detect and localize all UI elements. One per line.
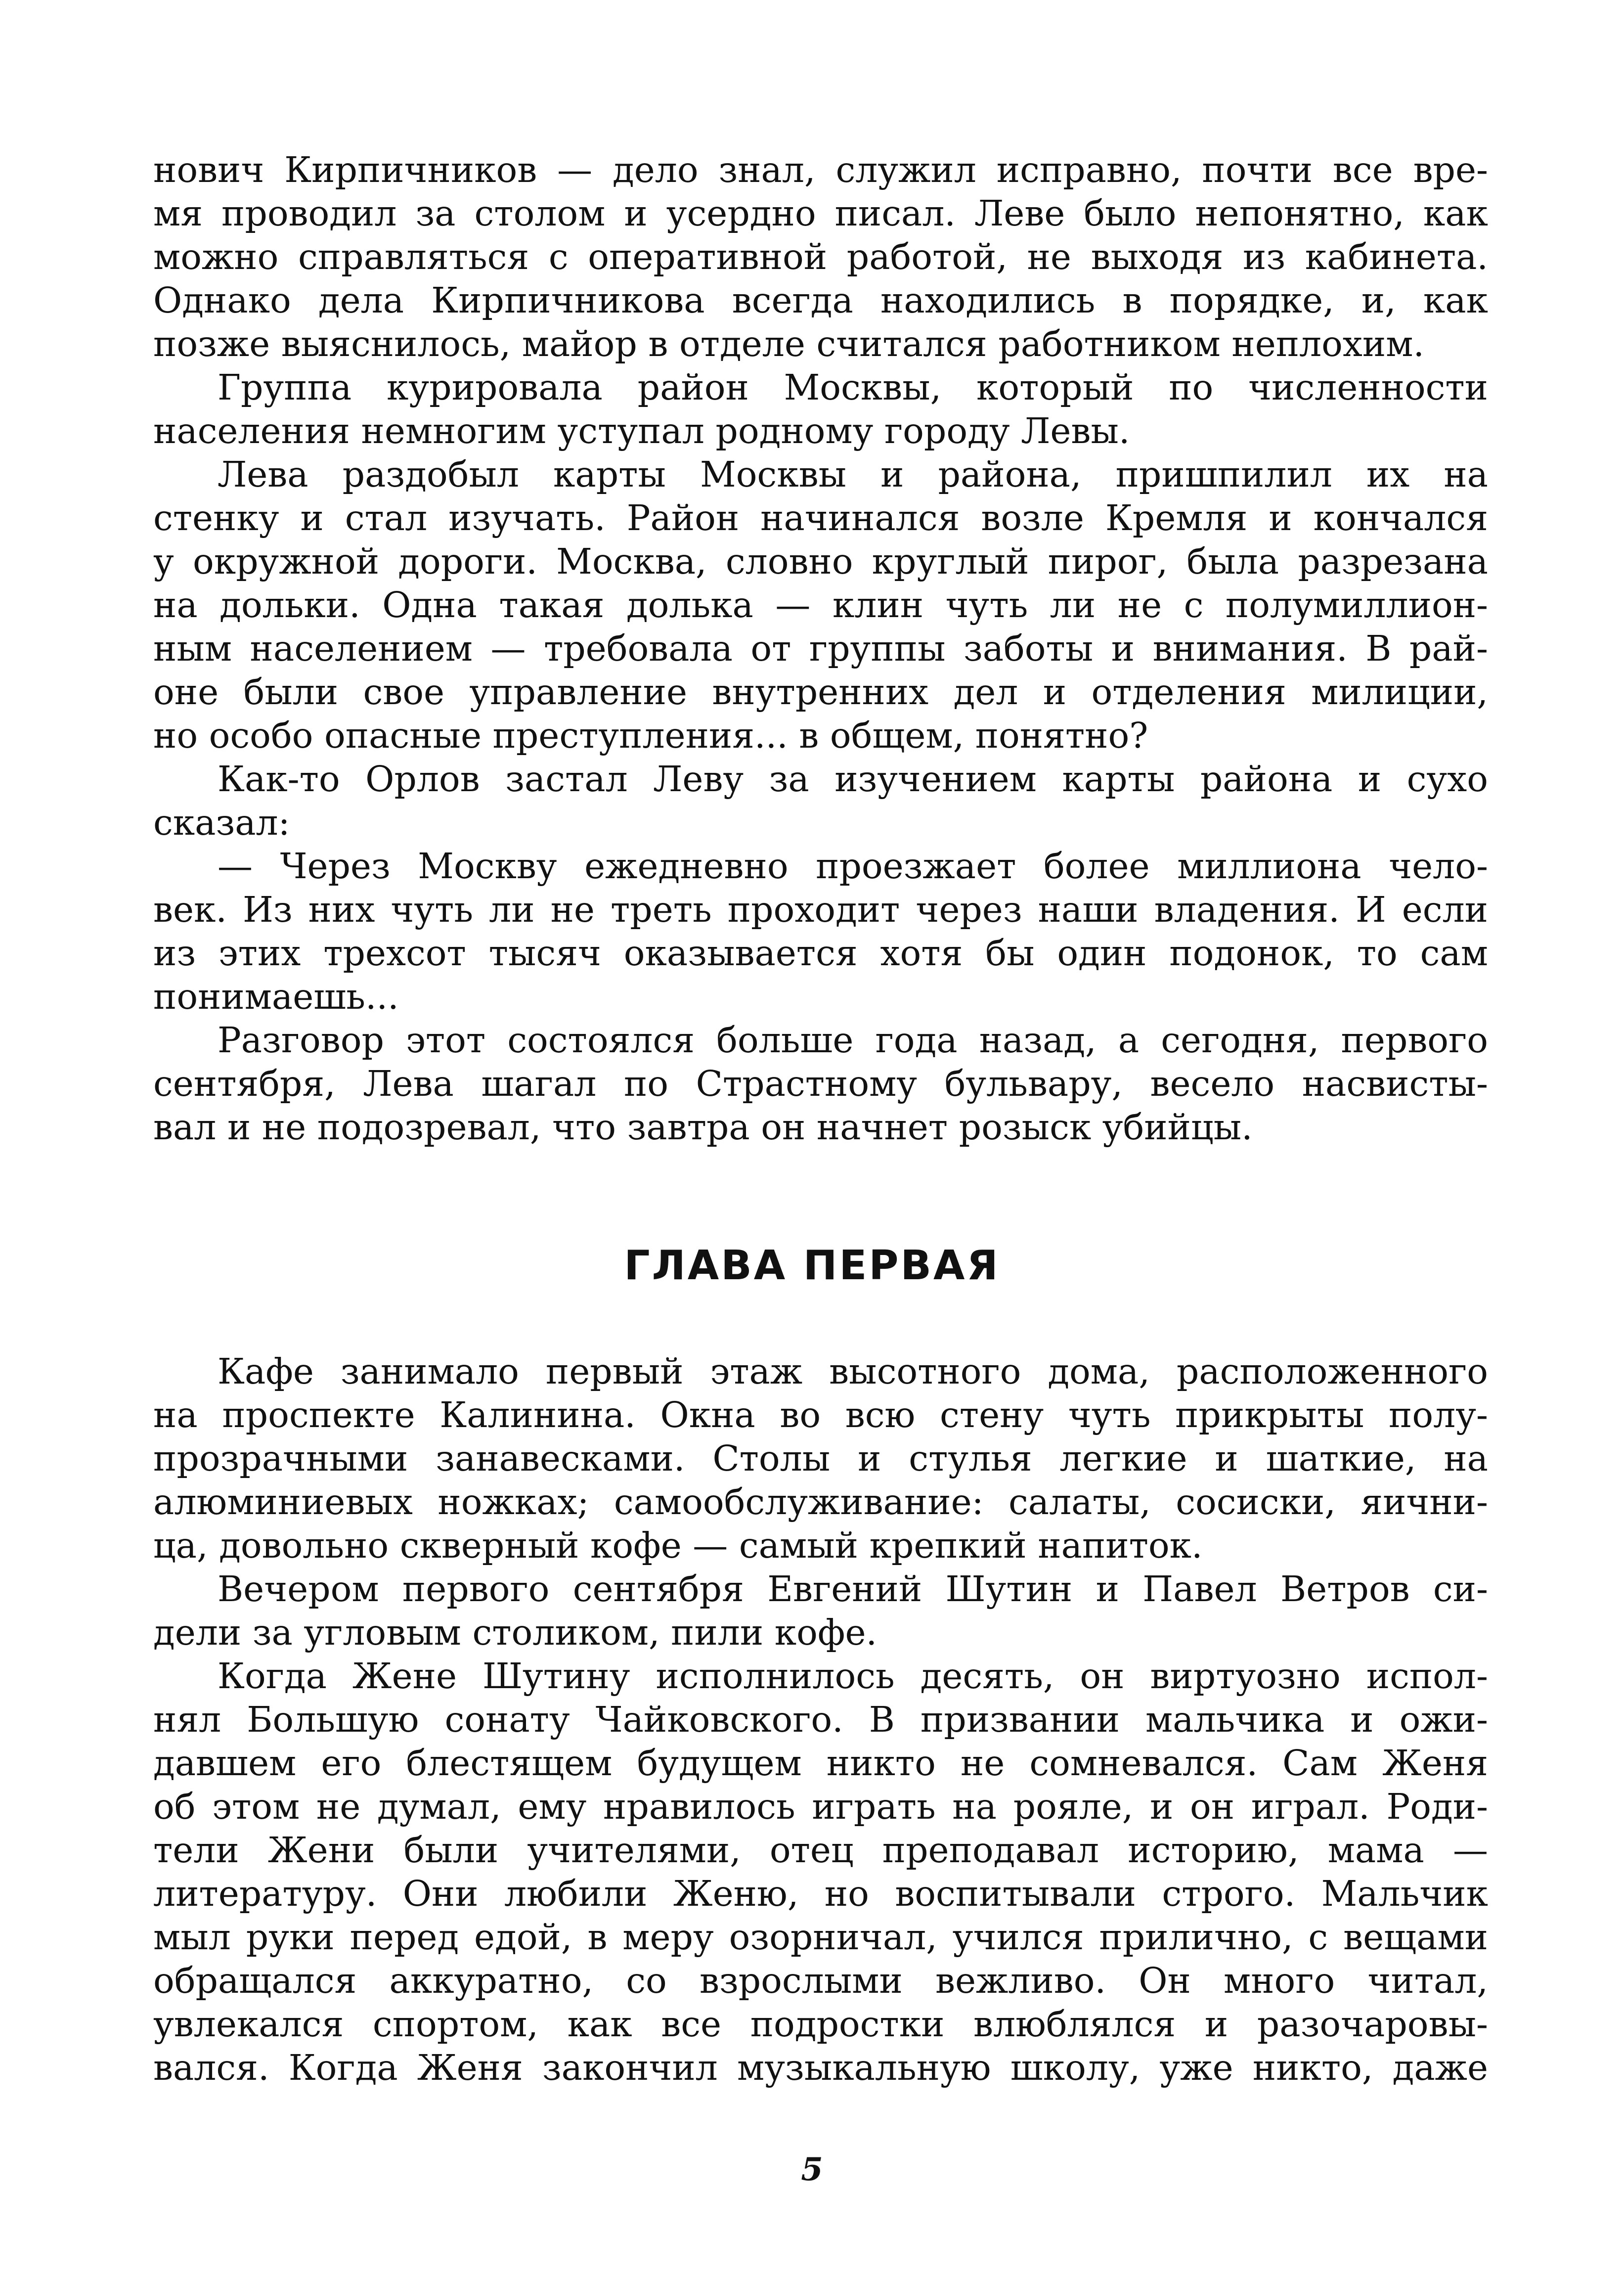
text-line: можно справляться с оперативной работой, не выходя из кабинета.	[153, 236, 1488, 277]
text-line: понимаешь...	[153, 976, 399, 1017]
text-line: алюминиевых ножках; самообслуживание: салаты, сосиски, яични-	[153, 1481, 1488, 1523]
text-line: об этом не думал, ему нравилось играть на рояле, и он играл. Роди-	[153, 1786, 1488, 1827]
text-line: сказал:	[153, 802, 290, 843]
text-line: на дольки. Одна такая долька — клин чуть ли не с полумиллион-	[153, 584, 1488, 626]
text-line: но особо опасные преступления... в общем, понятно?	[153, 715, 1148, 756]
text-line: вал и не подозревал, что завтра он начнет розыск убийцы.	[153, 1107, 1253, 1148]
text-line: увлекался спортом, как все подростки влюблялся и разочаровы-	[153, 2004, 1488, 2045]
text-line: позже выяснилось, майор в отделе считался работником неплохим.	[153, 323, 1425, 364]
text-line: дели за угловым столиком, пили кофе.	[153, 1612, 878, 1653]
text-line: литературу. Они любили Женю, но воспитывали строго. Мальчик	[153, 1873, 1488, 1914]
text-line: мя проводил за столом и усердно писал. Леве было непонятно, как	[153, 193, 1488, 234]
text-line: давшем его блестящем будущем никто не сомневался. Сам Женя	[153, 1743, 1488, 1784]
text-line: ным населением — требовала от группы заботы и внимания. В рай-	[153, 628, 1488, 669]
text-line: ца, довольно скверный кофе — самый крепкий напиток.	[153, 1525, 1203, 1566]
text-line: Лева раздобыл карты Москвы и района, пришпилил их на	[218, 454, 1488, 495]
text-line: тели Жени были учителями, отец преподавал историю, мама —	[153, 1830, 1488, 1871]
text-line: нял Большую сонату Чайковского. В призвании мальчика и ожи-	[153, 1699, 1488, 1740]
text-line: — Через Москву ежедневно проезжает более миллиона чело-	[218, 846, 1488, 887]
text-line: Разговор этот состоялся больше года назад, а сегодня, первого	[218, 1020, 1488, 1061]
text-line: нович Кирпичников — дело знал, служил исправно, почти все вре-	[153, 149, 1488, 190]
text-line: из этих трехсот тысяч оказывается хотя бы один подонок, то сам	[153, 933, 1488, 974]
text-line: оне были свое управление внутренних дел и отделения милиции,	[153, 672, 1488, 713]
text-line: Когда Жене Шутину исполнилось десять, он виртуозно испол-	[218, 1656, 1488, 1697]
text-line: сентября, Лева шагал по Страстному бульвару, весело насвисты-	[153, 1063, 1488, 1104]
text-line: у окружной дороги. Москва, словно круглый пирог, была разрезана	[153, 541, 1488, 582]
text-line: мыл руки перед едой, в меру озорничал, учился прилично, с вещами	[153, 1917, 1488, 1958]
text-line: Группа курировала район Москвы, который по численности	[218, 367, 1488, 408]
text-line: век. Из них чуть ли не треть проходит через наши владения. И если	[153, 889, 1488, 930]
text-line: прозрачными занавесками. Столы и стулья легкие и шаткие, на	[153, 1438, 1488, 1479]
text-line: Вечером первого сентября Евгений Шутин и Павел Ветров си-	[218, 1568, 1488, 1610]
text-line: Однако дела Кирпичникова всегда находились в порядке, и, как	[153, 280, 1488, 321]
text-line: обращался аккуратно, со взрослыми вежливо. Он много читал,	[153, 1960, 1488, 2001]
text-line: населения немногим уступал родному городу Левы.	[153, 410, 1130, 451]
text-line: на проспекте Калинина. Окна во всю стену чуть прикрыты полу-	[153, 1394, 1488, 1435]
text-line: вался. Когда Женя закончил музыкальную школу, уже никто, даже	[153, 2047, 1488, 2088]
text-line: Кафе занимало первый этаж высотного дома, расположенного	[218, 1351, 1488, 1392]
text-line: стенку и стал изучать. Район начинался возле Кремля и кончался	[153, 497, 1488, 538]
text-line: Как-то Орлов застал Леву за изучением карты района и сухо	[218, 759, 1488, 800]
page-number: 5	[801, 2151, 823, 2188]
chapter-title: ГЛАВА ПЕРВАЯ	[624, 1242, 1000, 1289]
